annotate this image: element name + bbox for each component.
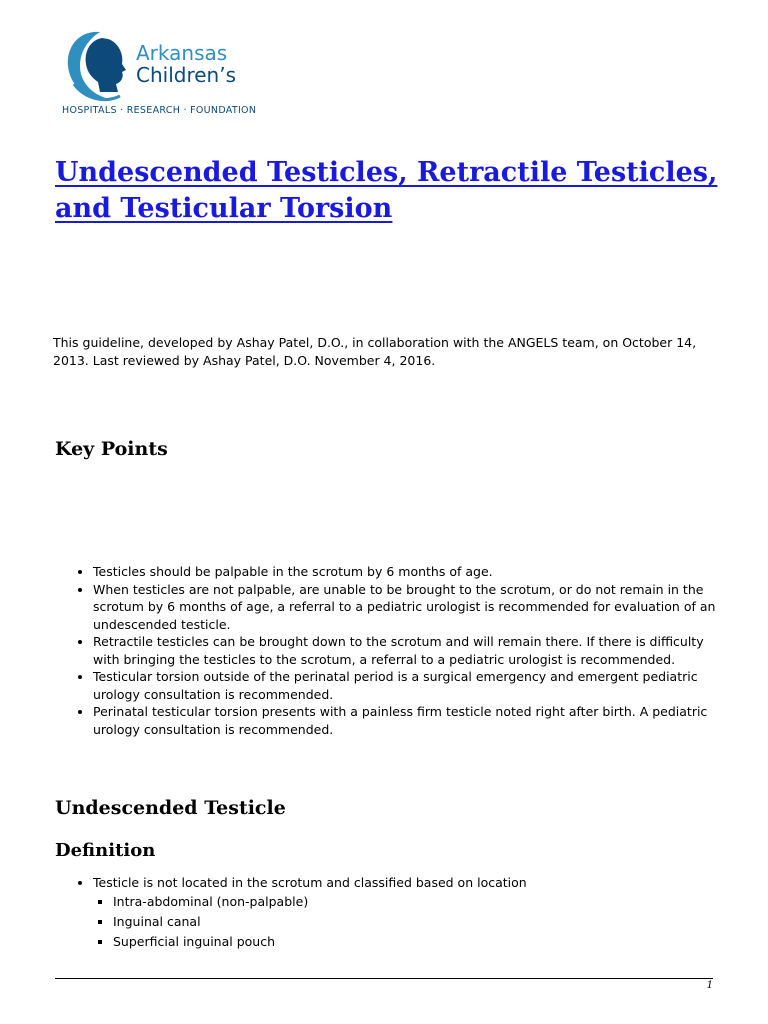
logo-brand-line1: Arkansas (136, 41, 228, 65)
footer-divider (55, 978, 713, 979)
definition-item (93, 874, 733, 952)
key-point-item: • Retractile testicles can be brought down to the scrotum and will remain there. If there is difficulty with bringing the testicles to the scrotum, a referral to a pediatric urologist is recommended. (93, 633, 733, 668)
page-number: 1 (706, 980, 713, 991)
definition-heading: Definition (55, 840, 156, 861)
key-points-list (73, 563, 733, 738)
logo-brand-line2: Children’s (136, 63, 236, 87)
location-subitem: ▪ Superficial inguinal pouch (113, 932, 733, 952)
guideline-intro: This guideline, developed by Ashay Patel, D.O., in collaboration with the ANGELS team, on October 14, 2013. Last reviewed by Ashay Patel, D.O. November 4, 2016. (53, 335, 697, 368)
logo-tagline: HOSPITALS · RESEARCH · FOUNDATION (62, 105, 257, 116)
document-title-link[interactable]: Undescended Testicles, Retractile Testicles, and Testicular Torsion (55, 157, 718, 224)
key-point-item: • Testicular torsion outside of the perinatal period is a surgical emergency and emergent pediatric urology consultation is recommended. (93, 668, 733, 703)
document-title[interactable] (55, 155, 735, 227)
logo (60, 26, 280, 120)
location-subitem: ▪ Intra-abdominal (non-palpable) (113, 892, 733, 912)
definition-item-text: Testicle is not located in the scrotum and classified based on location (93, 875, 527, 890)
location-sublist (93, 892, 733, 952)
undescended-testicle-heading: Undescended Testicle (55, 797, 286, 819)
key-point-item: • When testicles are not palpable, are unable to be brought to the scrotum, or do not remain in the scrotum by 6 months of age, a referral to a pediatric urologist is recommended for evaluation of an undescended testicle. (93, 581, 733, 634)
key-point-item: • Perinatal testicular torsion presents with a painless firm testicle noted right after birth. A pediatric urology consultation is recommended. (93, 703, 733, 738)
key-points-heading: Key Points (55, 438, 168, 460)
child-profile-logo-icon (60, 26, 136, 104)
key-point-item: • Testicles should be palpable in the scrotum by 6 months of age. (93, 563, 733, 581)
location-subitem: ▪ Inguinal canal (113, 912, 733, 932)
definition-list (73, 874, 733, 952)
